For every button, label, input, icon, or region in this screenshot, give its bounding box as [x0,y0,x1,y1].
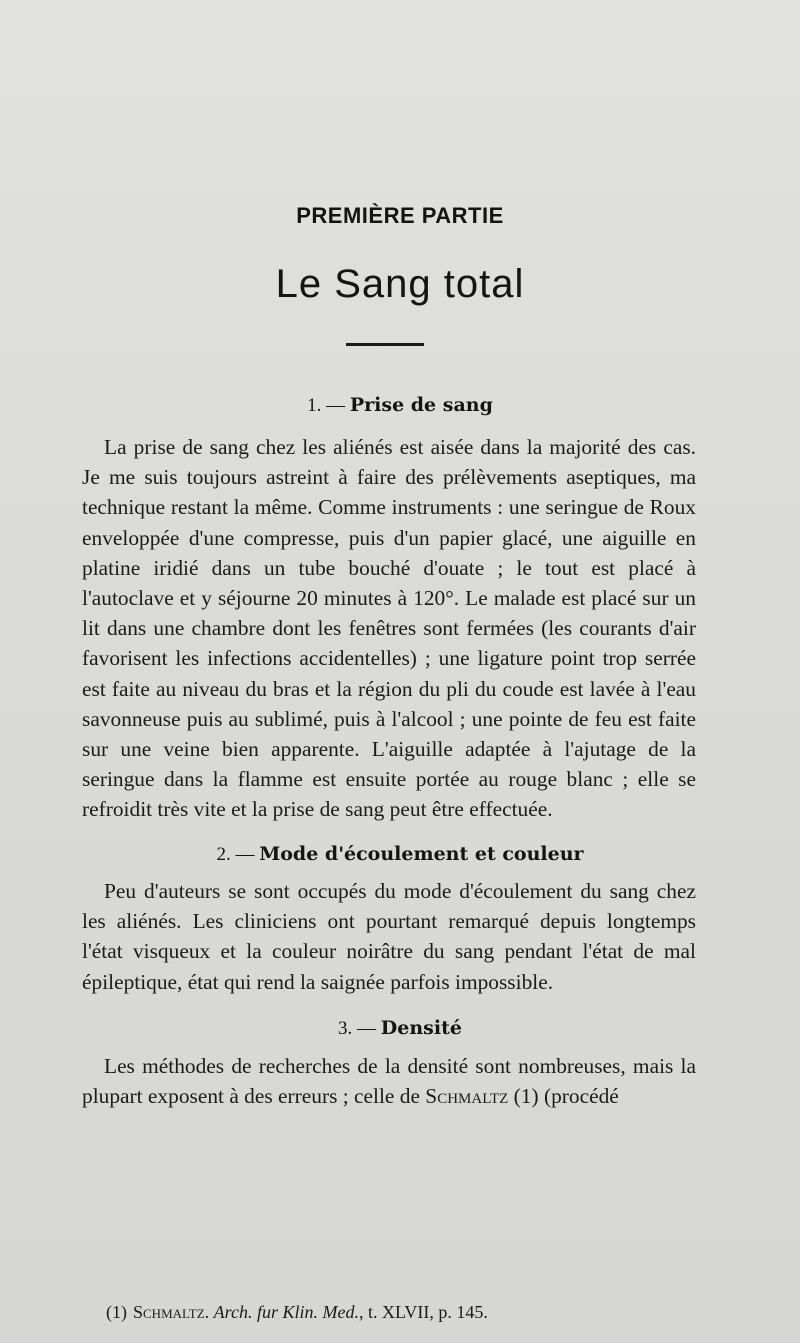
paragraph [82,1051,696,1111]
title-rule [346,343,424,346]
paragraph: Peu d'auteurs se sont occupés du mode d'écoulement du sang chez les aliénés. Les cliniciens ont pourtant remarqué depuis longtemps l'état visqueux et la couleur noirâtre du sang pendant l'état de mal épileptique, état qui rend la saignée parfois impossible. [82,879,696,994]
section-number: 2. — [216,844,255,865]
section-title: Mode d'écoulement et couleur [259,843,584,865]
section-1-body [82,432,696,825]
footnote [106,1302,706,1323]
paragraph-text: Les méthodes de recherches de la densité sont nombreuses, mais la plupart exposent à des erreurs ; celle de [82,1054,696,1109]
author-name: Schmaltz [425,1084,509,1109]
section-title: Densité [380,1017,462,1039]
section-heading-3 [0,1017,800,1040]
section-heading-1 [0,394,800,417]
footnote-reference: , t. XLVII, p. 145. [358,1302,488,1322]
paragraph-text: (1) (procédé [508,1084,619,1109]
section-number: 3. — [338,1018,377,1039]
section-number: 1. — [307,395,346,416]
section-3-body [82,1051,696,1111]
section-title: Prise de sang [349,394,493,416]
main-title: Le Sang total [275,262,525,306]
footnote-journal: Arch. fur Klin. Med. [213,1302,359,1322]
section-2-body [82,876,696,997]
footnote-author: Schmaltz. [133,1302,210,1322]
section-heading-2 [0,843,800,866]
part-title: PREMIÈRE PARTIE [296,203,504,228]
paragraph: La prise de sang chez les aliénés est aisée dans la majorité des cas. Je me suis toujours astreint à faire des prélèvements aseptiques, ma technique restant la même. Comme instruments : une seringue de Roux enveloppée d'une compresse, puis d'un papier glacé, une aiguille en platine iridié dans un tube bouché d'ouate ; le tout est placé à l'autoclave et y séjourne 20 minutes à 120°. Le malade est placé sur un lit dans une chambre dont les fenêtres sont fermées (les courants d'air favorisent les infections accidentelles) ; une ligature point trop serrée est faite au niveau du bras et la région du pli du coude est lavée à l'eau savonneuse puis au sublimé, puis à l'alcool ; une pointe de feu est faite sur une veine bien apparente. L'aiguille adaptée à l'ajutage de la seringue dans la flamme est ensuite portée au rouge blanc ; elle se refroidit très vite et la prise de sang peut être effectuée. [82,435,696,822]
footnote-number: (1) [106,1302,127,1322]
